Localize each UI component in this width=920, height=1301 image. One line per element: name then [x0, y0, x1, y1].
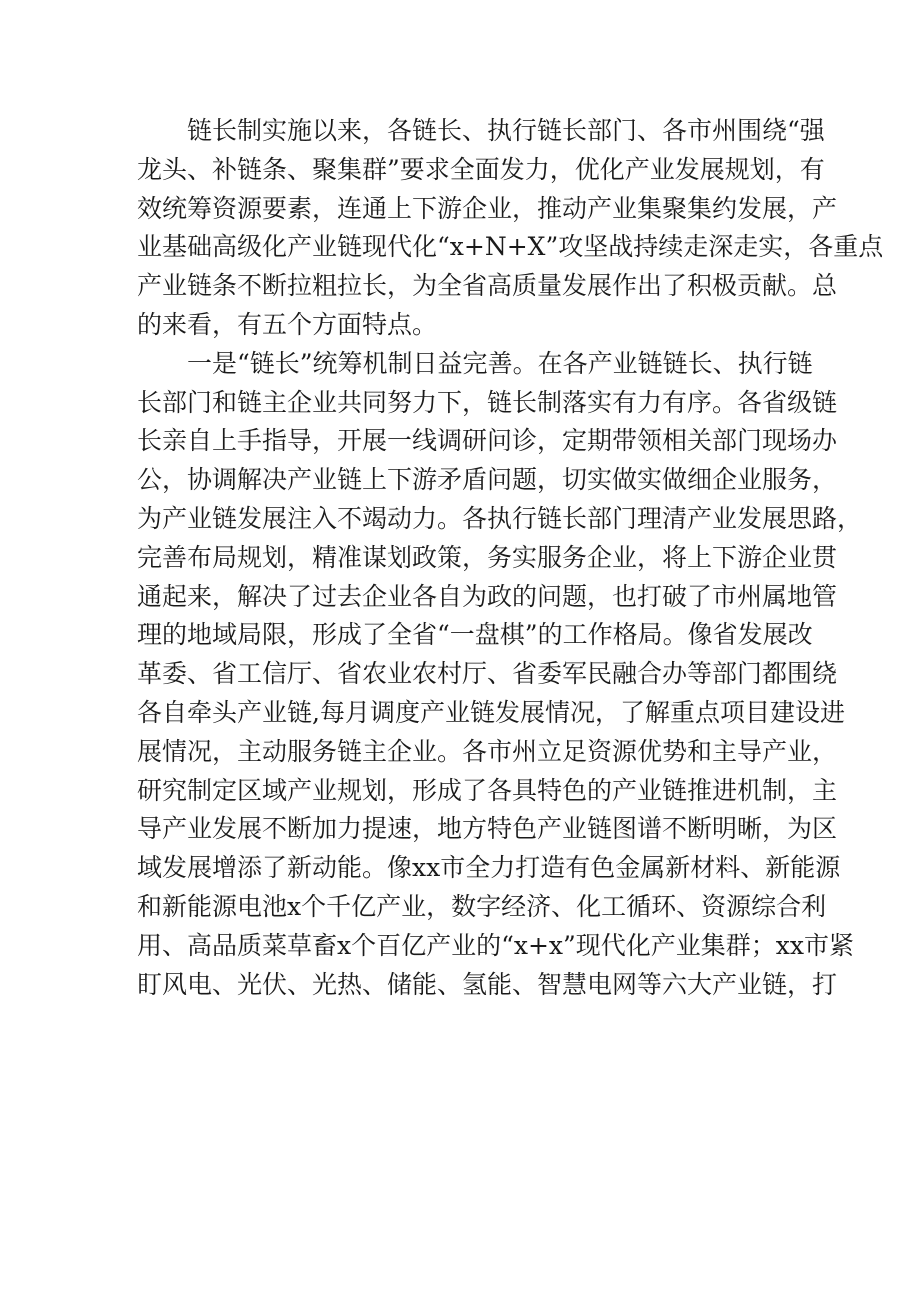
paragraph-line: 产业链条不断拉粗拉长，为全省高质量发展作出了积极贡献。总: [137, 271, 838, 301]
paragraph-line: 业基础高级化产业链现代化“x+N+X”攻坚战持续走深走实，各重点: [137, 232, 884, 262]
paragraph-line: 导产业发展不断加力提速，地方特色产业链图谱不断明晰，为区: [137, 814, 838, 844]
paragraph-1: [137, 112, 884, 345]
paragraph-line: 链长制实施以来，各链长、执行链长部门、各市州围绕“强: [187, 116, 825, 145]
paragraph-line: 的来看，有五个方面特点。: [137, 309, 438, 339]
paragraph-line: 公，协调解决产业链上下游矛盾问题，切实做实做细企业服务，: [137, 465, 838, 495]
document-body: [137, 112, 884, 1004]
paragraph-line: 龙头、补链条、聚集群”要求全面发力，优化产业发展规划，有: [137, 154, 825, 184]
paragraph-line: 理的地域局限，形成了全省“一盘棋”的工作格局。像省发展改: [137, 620, 813, 650]
paragraph-line: 一是“链长”统筹机制日益完善。在各产业链链长、执行链: [187, 348, 813, 378]
paragraph-line: 长部门和链主企业共同努力下，链长制落实有力有序。各省级链: [137, 387, 838, 417]
paragraph-line: 为产业链发展注入不竭动力。各执行链长部门理清产业发展思路，: [137, 503, 863, 533]
paragraph-line: 和新能源电池x个千亿产业，数字经济、化工循环、资源综合利: [137, 891, 827, 921]
paragraph-line: 通起来，解决了过去企业各自为政的问题，也打破了市州属地管: [137, 581, 838, 611]
paragraph-line: 效统筹资源要素，连通上下游企业，推动产业集聚集约发展，产: [137, 193, 838, 223]
paragraph-line: 研究制定区域产业规划，形成了各具特色的产业链推进机制，主: [137, 775, 838, 805]
paragraph-line: 各自牵头产业链,每月调度产业链发展情况，了解重点项目建设进: [137, 697, 845, 727]
paragraph-line: 革委、省工信厅、省农业农村厅、省委军民融合办等部门都围绕: [137, 659, 838, 689]
paragraph-line: 域发展增添了新动能。像xx市全力打造有色金属新材料、新能源: [137, 853, 841, 883]
paragraph-2: [137, 345, 863, 1005]
paragraph-line: 长亲自上手指导，开展一线调研问诊，定期带领相关部门现场办: [137, 426, 838, 456]
paragraph-line: 展情况，主动服务链主企业。各市州立足资源优势和主导产业，: [137, 736, 838, 766]
paragraph-line: 盯风电、光伏、光热、储能、氢能、智慧电网等六大产业链，打: [137, 969, 838, 999]
paragraph-line: 完善布局规划，精准谋划政策，务实服务企业，将上下游企业贯: [137, 542, 838, 572]
paragraph-line: 用、高品质菜草畜x个百亿产业的“x+x”现代化产业集群；xx市紧: [137, 930, 855, 960]
